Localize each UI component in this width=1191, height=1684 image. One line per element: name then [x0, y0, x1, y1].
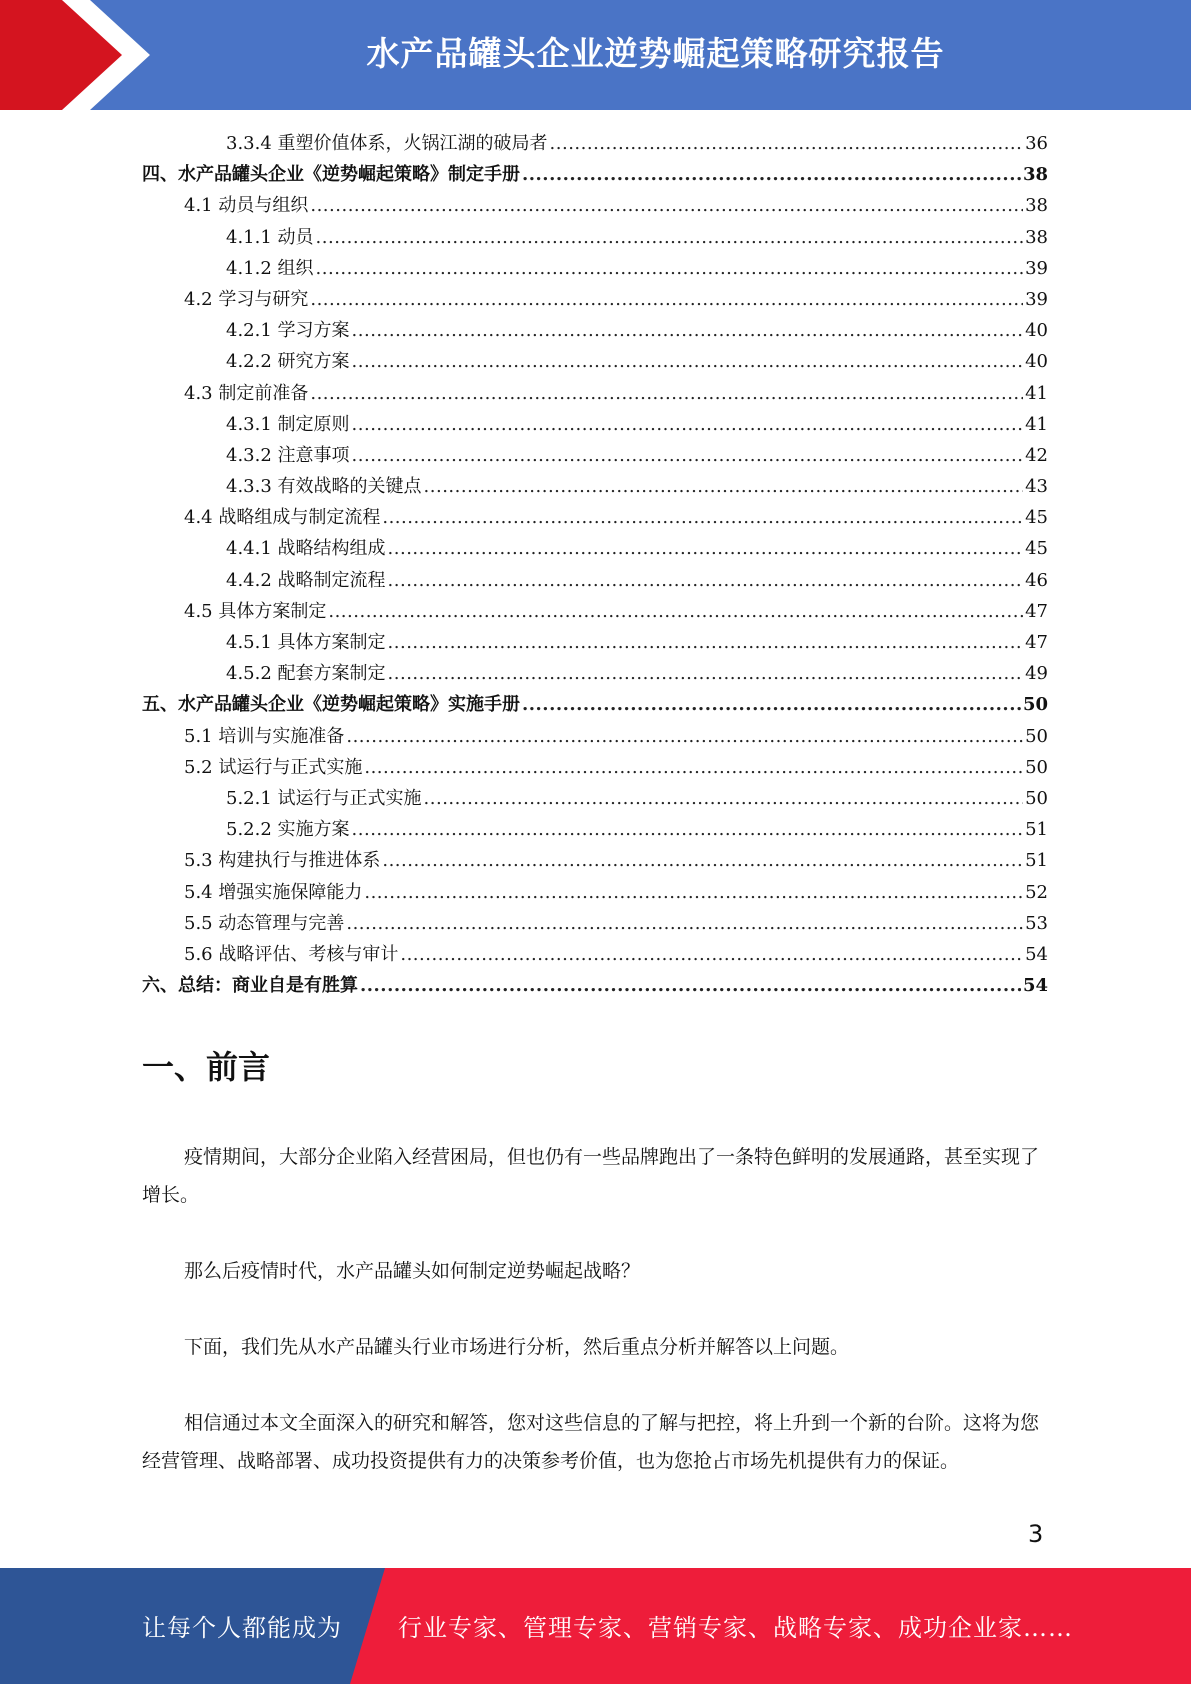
toc-dot-leader — [364, 752, 1023, 783]
toc-entry-page: 51 — [1025, 819, 1048, 841]
toc-entry[interactable] — [142, 783, 1048, 814]
toc-entry-page: 47 — [1025, 632, 1048, 653]
toc-entry-page: 45 — [1025, 507, 1048, 529]
footer-slogan-left: 让每个人都能成为 — [142, 1614, 342, 1642]
toc-dot-leader — [522, 689, 1021, 720]
toc-dot-leader — [352, 346, 1024, 377]
toc-entry-label: 六、总结：商业自是有胜算 — [142, 975, 358, 997]
paragraph-2 — [142, 1252, 1048, 1290]
toc-dot-leader — [316, 253, 1024, 284]
toc-entry-page: 38 — [1025, 226, 1048, 248]
toc-entry-label: 4.1.1 动员 — [226, 226, 314, 248]
toc-entry-page: 41 — [1025, 413, 1048, 435]
toc-entry[interactable] — [142, 533, 1048, 564]
toc-entry[interactable] — [142, 752, 1048, 783]
toc-dot-leader — [346, 908, 1023, 939]
toc-entry-page: 39 — [1025, 257, 1048, 279]
toc-entry[interactable] — [142, 502, 1048, 533]
toc-entry-page: 40 — [1025, 351, 1048, 373]
toc-entry[interactable] — [142, 908, 1048, 939]
table-of-contents — [142, 128, 1048, 1001]
toc-entry-page: 47 — [1025, 600, 1048, 622]
toc-dot-leader — [352, 315, 1024, 346]
toc-entry-page: 41 — [1025, 382, 1048, 404]
toc-entry-label: 四、水产品罐头企业《逆势崛起策略》制定手册 — [142, 164, 520, 186]
page-header — [0, 0, 1191, 110]
toc-entry-page: 39 — [1025, 288, 1048, 310]
toc-dot-leader — [382, 845, 1023, 876]
toc-entry-label: 4.5 具体方案制定 — [184, 600, 327, 622]
toc-dot-leader — [388, 658, 1024, 689]
toc-entry-label: 4.2 学习与研究 — [184, 288, 309, 310]
toc-entry-page: 50 — [1025, 756, 1048, 778]
toc-entry[interactable] — [142, 190, 1048, 221]
paragraph-text: 疫情期间，大部分企业陷入经营困局，但也仍有一些品牌跑出了一条特色鲜明的发展通路，甚至实现了增长。 — [142, 1146, 1040, 1206]
toc-dot-leader — [316, 222, 1024, 253]
toc-entry-page: 50 — [1025, 787, 1048, 809]
toc-entry-page: 36 — [1025, 133, 1048, 154]
paragraph-4 — [142, 1404, 1048, 1480]
toc-entry-label: 5.2.1 试运行与正式实施 — [226, 787, 422, 809]
toc-entry-page: 46 — [1025, 569, 1048, 591]
toc-entry-page: 43 — [1025, 476, 1048, 498]
toc-dot-leader — [364, 877, 1023, 908]
toc-entry[interactable] — [142, 222, 1048, 253]
toc-dot-leader — [352, 440, 1024, 471]
toc-entry[interactable] — [142, 284, 1048, 315]
toc-entry[interactable] — [142, 814, 1048, 845]
paragraph-3 — [142, 1328, 1048, 1366]
toc-entry[interactable] — [142, 253, 1048, 284]
toc-dot-leader — [352, 409, 1024, 440]
toc-entry-page: 52 — [1025, 881, 1048, 903]
toc-dot-leader — [388, 627, 1024, 658]
toc-entry[interactable] — [142, 970, 1048, 1001]
toc-entry-label: 4.5.2 配套方案制定 — [226, 663, 386, 685]
toc-entry-label: 3.3.4 重塑价值体系，火锅江湖的破局者 — [226, 133, 548, 154]
toc-entry[interactable] — [142, 689, 1048, 720]
toc-entry-label: 4.1.2 组织 — [226, 257, 314, 279]
toc-entry[interactable] — [142, 315, 1048, 346]
toc-entry-page: 50 — [1025, 725, 1048, 747]
toc-entry-page: 54 — [1025, 943, 1048, 965]
paragraph-text: 下面，我们先从水产品罐头行业市场进行分析，然后重点分析并解答以上问题。 — [184, 1336, 850, 1358]
toc-entry-label: 4.4.2 战略制定流程 — [226, 569, 386, 591]
toc-entry-label: 5.2 试运行与正式实施 — [184, 756, 363, 778]
toc-entry-page: 49 — [1025, 663, 1048, 685]
toc-dot-leader — [382, 502, 1023, 533]
toc-entry[interactable] — [142, 409, 1048, 440]
toc-entry-page: 51 — [1025, 850, 1048, 872]
toc-entry-label: 4.5.1 具体方案制定 — [226, 632, 386, 653]
toc-dot-leader — [352, 814, 1024, 845]
toc-entry-label: 4.3 制定前准备 — [184, 382, 309, 404]
toc-entry-page: 50 — [1022, 694, 1048, 716]
toc-entry-label: 4.2.2 研究方案 — [226, 351, 350, 373]
toc-dot-leader — [310, 378, 1023, 409]
toc-entry[interactable] — [142, 378, 1048, 409]
page-footer — [0, 1568, 1191, 1684]
toc-dot-leader — [360, 970, 1021, 1001]
report-title: 水产品罐头企业逆势崛起策略研究报告 — [366, 34, 945, 73]
toc-entry-page: 54 — [1022, 975, 1048, 997]
toc-dot-leader — [550, 128, 1024, 159]
toc-entry-label: 5.6 战略评估、考核与审计 — [184, 943, 399, 965]
toc-entry[interactable] — [142, 627, 1048, 658]
page-number: 3 — [1028, 1520, 1044, 1548]
toc-entry[interactable] — [142, 721, 1048, 752]
toc-entry-label: 4.1 动员与组织 — [184, 195, 309, 217]
toc-dot-leader — [310, 190, 1023, 221]
toc-entry-label: 4.3.1 制定原则 — [226, 413, 350, 435]
toc-entry-page: 45 — [1025, 538, 1048, 560]
toc-entry[interactable] — [142, 346, 1048, 377]
toc-entry[interactable] — [142, 658, 1048, 689]
toc-entry-page: 38 — [1025, 195, 1048, 217]
toc-entry-label: 5.3 构建执行与推进体系 — [184, 850, 381, 872]
toc-dot-leader — [400, 939, 1023, 970]
toc-entry-label: 5.1 培训与实施准备 — [184, 725, 345, 747]
toc-dot-leader — [310, 284, 1023, 315]
toc-entry-page: 53 — [1025, 912, 1048, 934]
toc-dot-leader — [424, 783, 1024, 814]
toc-entry[interactable] — [142, 159, 1048, 190]
toc-entry-label: 五、水产品罐头企业《逆势崛起策略》实施手册 — [142, 694, 520, 716]
toc-entry-label: 5.5 动态管理与完善 — [184, 912, 345, 934]
toc-entry[interactable] — [142, 596, 1048, 627]
footer-slogan-right: 行业专家、管理专家、营销专家、战略专家、成功企业家…… — [398, 1614, 1073, 1642]
section-heading: 一、前言 — [142, 1048, 271, 1086]
paragraph-text: 相信通过本文全面深入的研究和解答，您对这些信息的了解与把控，将上升到一个新的台阶。这将为您经营管理、战略部署、成功投资提供有力的决策参考价值，也为您抢占市场先机提供有力的保证。 — [142, 1412, 1040, 1472]
toc-entry[interactable] — [142, 877, 1048, 908]
paragraph-1 — [142, 1138, 1048, 1214]
toc-dot-leader — [388, 533, 1024, 564]
paragraph-text: 那么后疫情时代，水产品罐头如何制定逆势崛起战略？ — [184, 1260, 641, 1282]
toc-entry[interactable] — [142, 939, 1048, 970]
toc-entry-label: 4.3.2 注意事项 — [226, 444, 350, 466]
toc-dot-leader — [328, 596, 1023, 627]
toc-dot-leader — [424, 471, 1024, 502]
toc-entry-label: 4.4.1 战略结构组成 — [226, 538, 386, 560]
toc-entry-label: 5.2.2 实施方案 — [226, 819, 350, 841]
toc-entry-page: 42 — [1025, 444, 1048, 466]
toc-entry[interactable] — [142, 565, 1048, 596]
toc-dot-leader — [346, 721, 1023, 752]
toc-entry-page: 38 — [1022, 164, 1048, 186]
toc-entry[interactable] — [142, 440, 1048, 471]
toc-entry-page: 40 — [1025, 320, 1048, 342]
toc-entry[interactable] — [142, 471, 1048, 502]
toc-dot-leader — [388, 565, 1024, 596]
toc-entry-label: 5.4 增强实施保障能力 — [184, 881, 363, 903]
toc-entry-label: 4.3.3 有效战略的关键点 — [226, 476, 422, 498]
toc-entry-label: 4.2.1 学习方案 — [226, 320, 350, 342]
toc-dot-leader — [522, 159, 1021, 190]
toc-entry[interactable] — [142, 845, 1048, 876]
toc-entry-label: 4.4 战略组成与制定流程 — [184, 507, 381, 529]
toc-entry[interactable] — [142, 128, 1048, 159]
